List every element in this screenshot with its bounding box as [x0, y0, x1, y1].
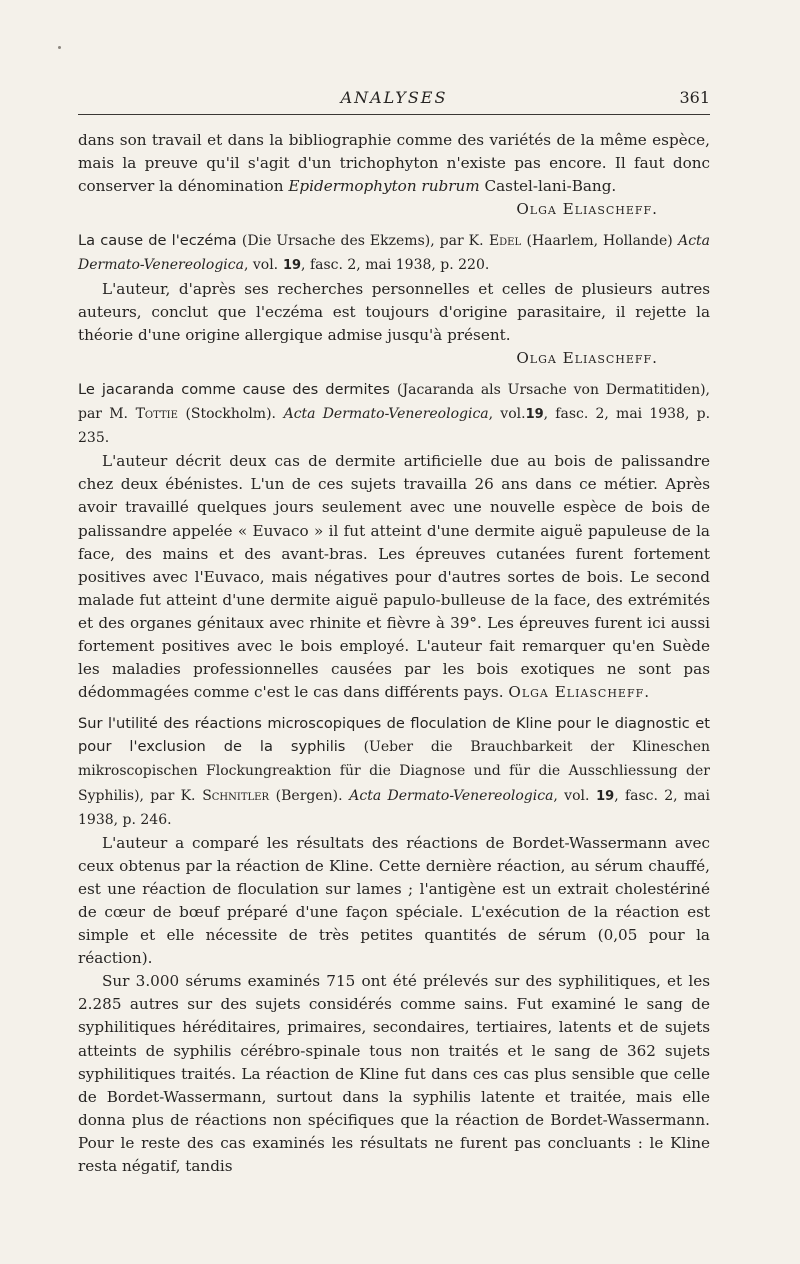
entry-author: Tottie	[135, 406, 178, 423]
signature: Olga Eliascheff.	[516, 200, 658, 219]
entry-ref: (Ueber die Brauchbarkeit der Klineschen mikroscopischen Flockungreaktion für die Diagnose und für die Ausschliessung der Syphilis), par K.	[78, 739, 711, 804]
entry-title: Sur l'utilité des réactions microscopiques de floculation de Kline pour le diagnostic et pour l'exclusion de la syphilis	[78, 715, 710, 756]
entry-place: (Stockholm).	[185, 406, 276, 423]
entry-place: (Haarlem, Hollande)	[526, 233, 673, 250]
entry-place: (Bergen).	[275, 787, 343, 804]
abstract-paragraph: Sur 3.000 sérums examinés 715 ont été prélevés sur des syphilitiques, et les 2.285 autres sur des sujets considérés comme sains. Fut examiné le sang de syphilitiques héréditaires, primaires, secondaires, tertiaires, latents et de sujets atteints de syphilis cérébro-spinale tous non traités et le sang de 362 sujets syphilitiques traités. La réaction de Kline fut dans ces cas plus sensible que celle de Bordet-Wassermann, surtout dans la syphilis latente et traitée, mais elle donna plus de réactions non spécifiques que la réaction de Bordet-Wassermann. Pour le reste des cas examinés les résultats ne furent pas concluants : le Kline resta négatif, tandis	[78, 972, 710, 1176]
signature: Olga Eliascheff.	[508, 683, 651, 702]
abstract-paragraph	[78, 450, 710, 704]
abstract-text: L'auteur décrit deux cas de dermite artificielle due au bois de palissandre chez deux ébénistes. L'un de ces sujets travailla 26 ans dans ce métier. Après avoir travaillé quelques jours seulement avec une nouvelle espèce de bois de palissandre appelée « Euvaco » il fut atteint d'une dermite aiguë papuleuse de la face, des mains et des avant-bras. Les épreuves cutanées furent fortement positives avec l'Euvaco, mais négatives pour d'autres sortes de bois. Le second malade fut atteint d'une dermite aiguë papulo-bulleuse de la face, des extrémités et des organes génitaux avec rhinite et fièvre à 39°. Les épreuves furent ici aussi fortement positives avec le bois employé. L'auteur fait remarquer qu'en Suède les maladies professionnelles causées par les bois exotiques ne sont pas dédommagées comme c'est le cas dans différents pays.	[78, 452, 710, 702]
journal-name: Acta Dermato-Venereologica	[349, 787, 554, 804]
entry-continuation	[78, 129, 710, 198]
entry-title: Le jacaranda comme cause des dermites	[78, 380, 390, 398]
entry-ref: (Jacaranda als Ursache von Dermatitiden), par M.	[78, 381, 711, 423]
signature: Olga Eliascheff.	[516, 348, 658, 367]
entry-issue: , fasc. 2, mai 1938, p. 235.	[78, 406, 711, 447]
running-header	[78, 88, 710, 115]
entry-issue: , fasc. 2, mai 1938, p. 246.	[78, 787, 710, 828]
species-name: Epidermophyton rubrum	[288, 177, 480, 196]
entry-heading	[78, 378, 710, 450]
entry-vol-label: , vol.	[553, 787, 590, 804]
entry-author: Edel	[488, 233, 522, 250]
entry-heading	[78, 712, 710, 831]
entry-author: Schnitler	[202, 787, 269, 804]
journal-name: Acta Dermato-Venereologica	[78, 233, 711, 274]
entry-heading	[78, 229, 710, 277]
page-body	[78, 129, 710, 1178]
page	[78, 88, 710, 1178]
journal-name: Acta Dermato-Venereologica	[283, 406, 489, 423]
continuation-tail: Castel-lani-Bang.	[484, 177, 617, 196]
volume-number: 19	[282, 258, 302, 274]
entry-ref: (Die Ursache des Ekzems), par K.	[241, 233, 484, 250]
entry-issue: , fasc. 2, mai 1938, p. 220.	[301, 257, 490, 274]
entry-vol-label: , vol.	[243, 257, 279, 274]
volume-number: 19	[525, 407, 544, 423]
volume-number: 19	[596, 788, 615, 804]
entry-title: La cause de l'eczéma	[78, 232, 237, 250]
continuation-text: dans son travail et dans la bibliographie comme des variétés de la même espèce, mais la preuve qu'il s'agit d'un trichophyton n'existe pas encore. Il faut donc conserver la dénomination	[78, 131, 710, 196]
abstract-paragraph: L'auteur, d'après ses recherches personnelles et celles de plusieurs autres auteurs, conclut que l'eczéma est toujours d'origine parasitaire, il rejette la théorie d'une origine allergique admise jusqu'à présent.	[78, 279, 710, 344]
section-title: ANALYSES	[340, 88, 448, 107]
margin-speck	[58, 46, 61, 49]
abstract-paragraph: L'auteur a comparé les résultats des réactions de Bordet-Wassermann avec ceux obtenus par la réaction de Kline. Cette dernière réaction, au sérum chauffé, est une réaction de floculation sur lames ; l'antigène est un extrait cholestériné de cœur de bœuf préparé d'une façon spéciale. L'exécution de la réaction est simple et elle nécessite de très petites quantités de sérum (0,05 pour la réaction).	[78, 833, 710, 968]
page-number: 361	[679, 88, 710, 107]
entry-vol-label: , vol.	[488, 406, 526, 423]
